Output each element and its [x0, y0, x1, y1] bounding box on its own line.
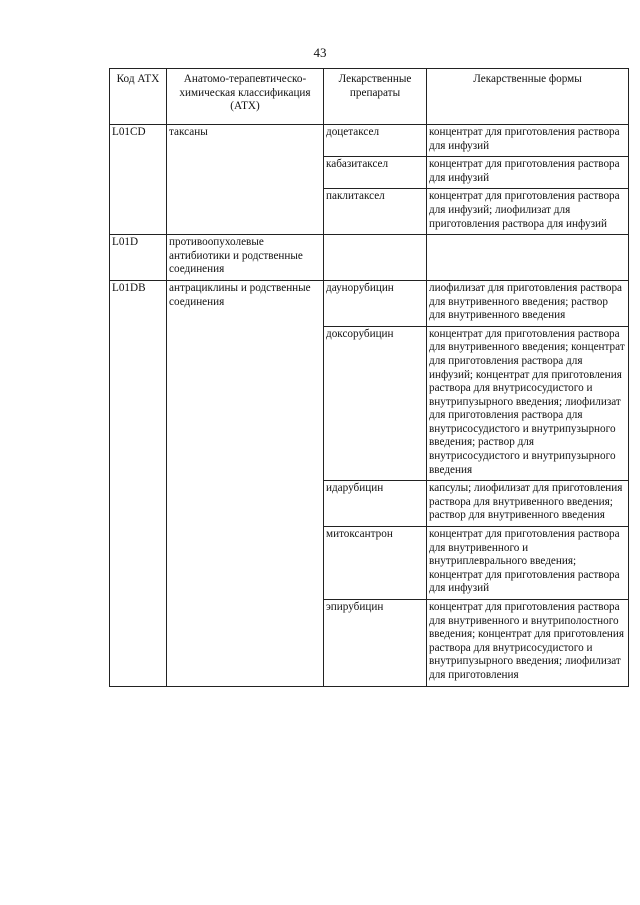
page-number: 43	[313, 45, 327, 60]
dosage-forms-cell: концентрат для приготовления раствора для инфузий; лиофилизат для приготовления раствора для инфузий	[427, 189, 629, 235]
drug-name-cell: даунорубицин	[324, 280, 427, 326]
header-drugs: Лекарственные препараты	[324, 69, 427, 125]
atc-classification-cell: таксаны	[167, 125, 324, 235]
drug-name-cell	[324, 235, 427, 281]
table-body	[110, 125, 629, 687]
atc-code-cell: L01D	[110, 235, 167, 281]
drug-name-cell: паклитаксел	[324, 189, 427, 235]
dosage-forms-cell: концентрат для приготовления раствора для внутривенного и внутриполостного введения; концентрат для приготовления раствора для внутрисосудистого и внутрипузырного введения; лиофилизат для приготовления	[427, 600, 629, 687]
drug-name-cell: доцетаксел	[324, 125, 427, 157]
drug-name-cell: эпирубицин	[324, 600, 427, 687]
atc-classification-cell: антрациклины и родственные соединения	[167, 280, 324, 686]
header-atc-code: Код АТХ	[110, 69, 167, 125]
drug-name-cell: идарубицин	[324, 481, 427, 527]
table-header-row	[110, 69, 629, 125]
dosage-forms-cell: концентрат для приготовления раствора для инфузий	[427, 125, 629, 157]
table-row	[110, 235, 629, 281]
atc-code-cell: L01DB	[110, 280, 167, 686]
atc-code-cell: L01CD	[110, 125, 167, 235]
drug-name-cell: кабазитаксел	[324, 157, 427, 189]
drug-name-cell: доксорубицин	[324, 326, 427, 481]
atc-classification-cell: противоопухолевые антибиотики и родственные соединения	[167, 235, 324, 281]
drug-name-cell: митоксантрон	[324, 527, 427, 600]
dosage-forms-cell: капсулы; лиофилизат для приготовления раствора для внутривенного введения; раствор для внутривенного введения	[427, 481, 629, 527]
table-row	[110, 125, 629, 157]
header-atc-classification: Анатомо-терапевтическо-химическая классификация (АТХ)	[167, 69, 324, 125]
atc-table	[109, 68, 629, 687]
dosage-forms-cell: лиофилизат для приготовления раствора для внутривенного введения; раствор для внутривенного введения	[427, 280, 629, 326]
table-row	[110, 280, 629, 326]
dosage-forms-cell: концентрат для приготовления раствора для инфузий	[427, 157, 629, 189]
dosage-forms-cell	[427, 235, 629, 281]
header-dosage-forms: Лекарственные формы	[427, 69, 629, 125]
dosage-forms-cell: концентрат для приготовления раствора для внутривенного и внутриплеврального введения; концентрат для приготовления раствора для инфузий	[427, 527, 629, 600]
dosage-forms-cell: концентрат для приготовления раствора для внутривенного введения; концентрат для приготовления раствора для инфузий; концентрат для приготовления раствора для внутрисосудистого и внутрипузырного введения; лиофилизат для приготовления раствора для внутрисосудистого и внутрипузырного введения; раствор для внутрисосудистого и внутрипузырного введения	[427, 326, 629, 481]
